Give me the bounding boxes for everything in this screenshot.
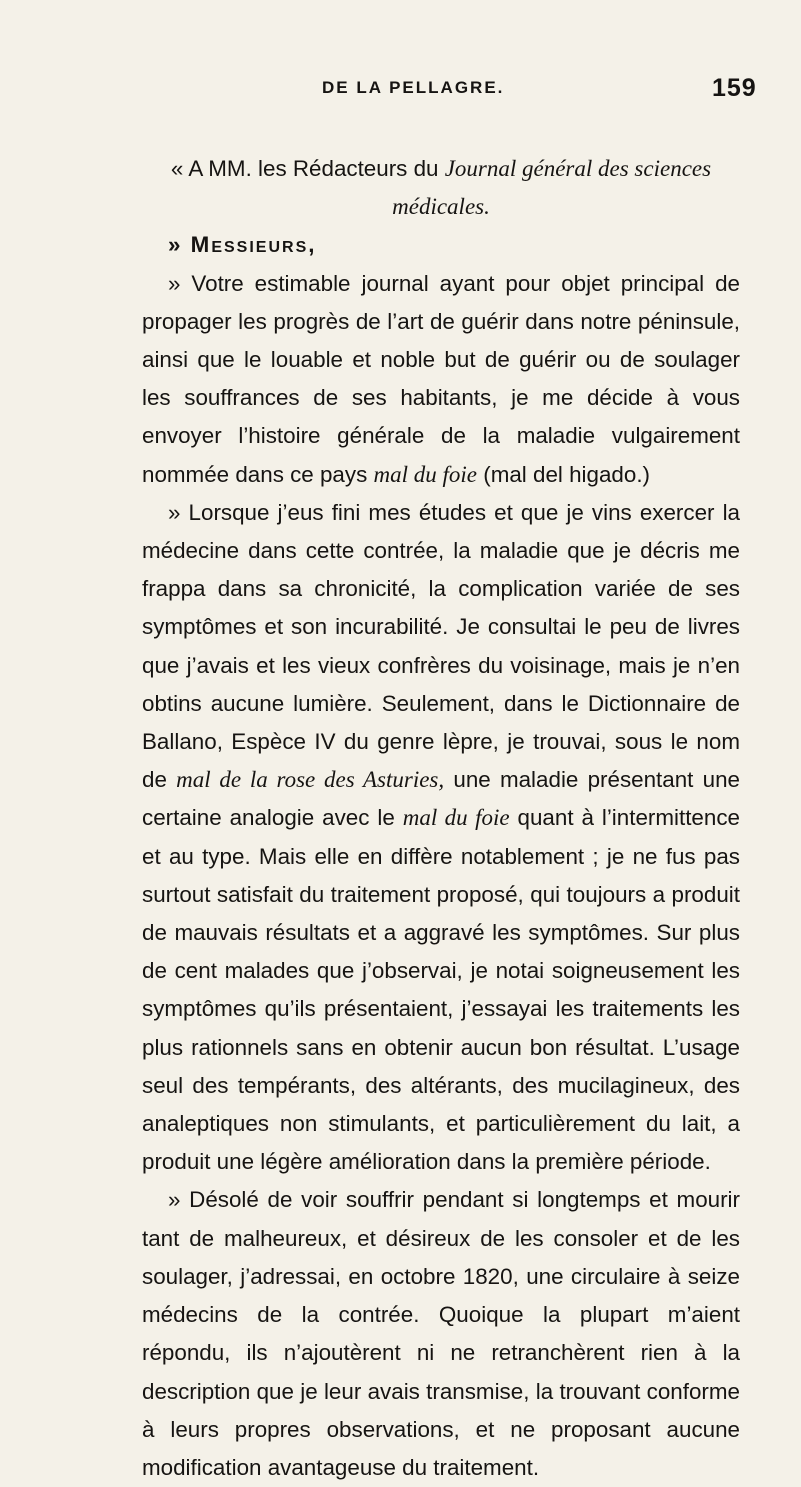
paragraph-2 xyxy=(142,494,740,1182)
paragraph-3-text: » Désolé de voir souffrir pendant si longtemps et mourir tant de malheureux, et désireux de les consoler et de les soulager, j’adressai, en octobre 1820, une circulaire à seize médecins de la contrée. Quoique la plupart m’aient répondu, ils n’ajoutèrent ni ne retranchèrent rien à la description que je leur avais transmise, la trouvant conforme à leurs propres observations, et ne proposant aucune modification avantageuse du traitement. xyxy=(142,1187,740,1480)
journal-title: Journal général des sciences xyxy=(444,156,712,181)
address-prefix: « A MM. les Rédacteurs du xyxy=(170,156,445,181)
salutation xyxy=(142,226,740,264)
paragraph-3 xyxy=(142,1181,740,1487)
paragraph-1 xyxy=(142,265,740,494)
paragraph-2-cont: une maladie présentant une certaine analogie avec le xyxy=(142,767,740,831)
letter-address xyxy=(142,150,740,188)
paragraph-2-end: quant à l’intermittence et au type. Mais elle en diffère notablement ; je ne fus pas surtout satisfait du traitement proposé, qui toujours a produit de mauvais résultats et a aggravé les symptômes. Sur plus de cent malades que j’observai, je notai soigneusement les symptômes qu’ils présentaient, j’essayai les traitements les plus rationnels sans en obtenir aucun bon résultat. L’usage seul des tempérants, des altérants, des mucilagineux, des analeptiques non stimulants, et particulièrement du lait, a produit une légère amélioration dans la première période. xyxy=(142,805,740,1175)
running-title: DE LA PELLAGRE. xyxy=(322,78,505,97)
paragraph-2-text: » Lorsque j’eus fini mes études et que je vins exercer la médecine dans cette contrée, la maladie que je décris me frappa dans sa chronicité, la complication variée de ses symptômes et son incurabilité. Je consultai le peu de livres que j’avais et les vieux confrères du voisinage, mais je n’en obtins aucune lumière. Seulement, dans le Dictionnaire de Ballano, Espèce IV du genre lèpre, je trouvai, sous le nom de xyxy=(142,499,740,793)
page-body xyxy=(142,150,740,1487)
journal-title-continued: médicales. xyxy=(392,194,490,220)
italic-mal-du-foie-2: mal du foie xyxy=(402,805,510,831)
italic-mal-rose: mal de la rose des Asturies, xyxy=(176,767,445,793)
paragraph-1-text: » Votre estimable journal ayant pour objet principal de propager les progrès de l’art de guérir dans notre péninsule, ainsi que le louable et noble but de guérir ou de soulager les souffrances de ses habitants, je me décide à vous envoyer l’histoire générale de la maladie vulgairement nommée dans ce pays xyxy=(142,270,740,487)
mal-del-higado: (mal del higado.) xyxy=(477,461,651,487)
letter-address-continued xyxy=(142,188,740,226)
salutation-text: » Messieurs, xyxy=(168,232,317,258)
italic-mal-du-foie: mal du foie xyxy=(373,461,478,487)
page-number: 159 xyxy=(712,74,757,102)
